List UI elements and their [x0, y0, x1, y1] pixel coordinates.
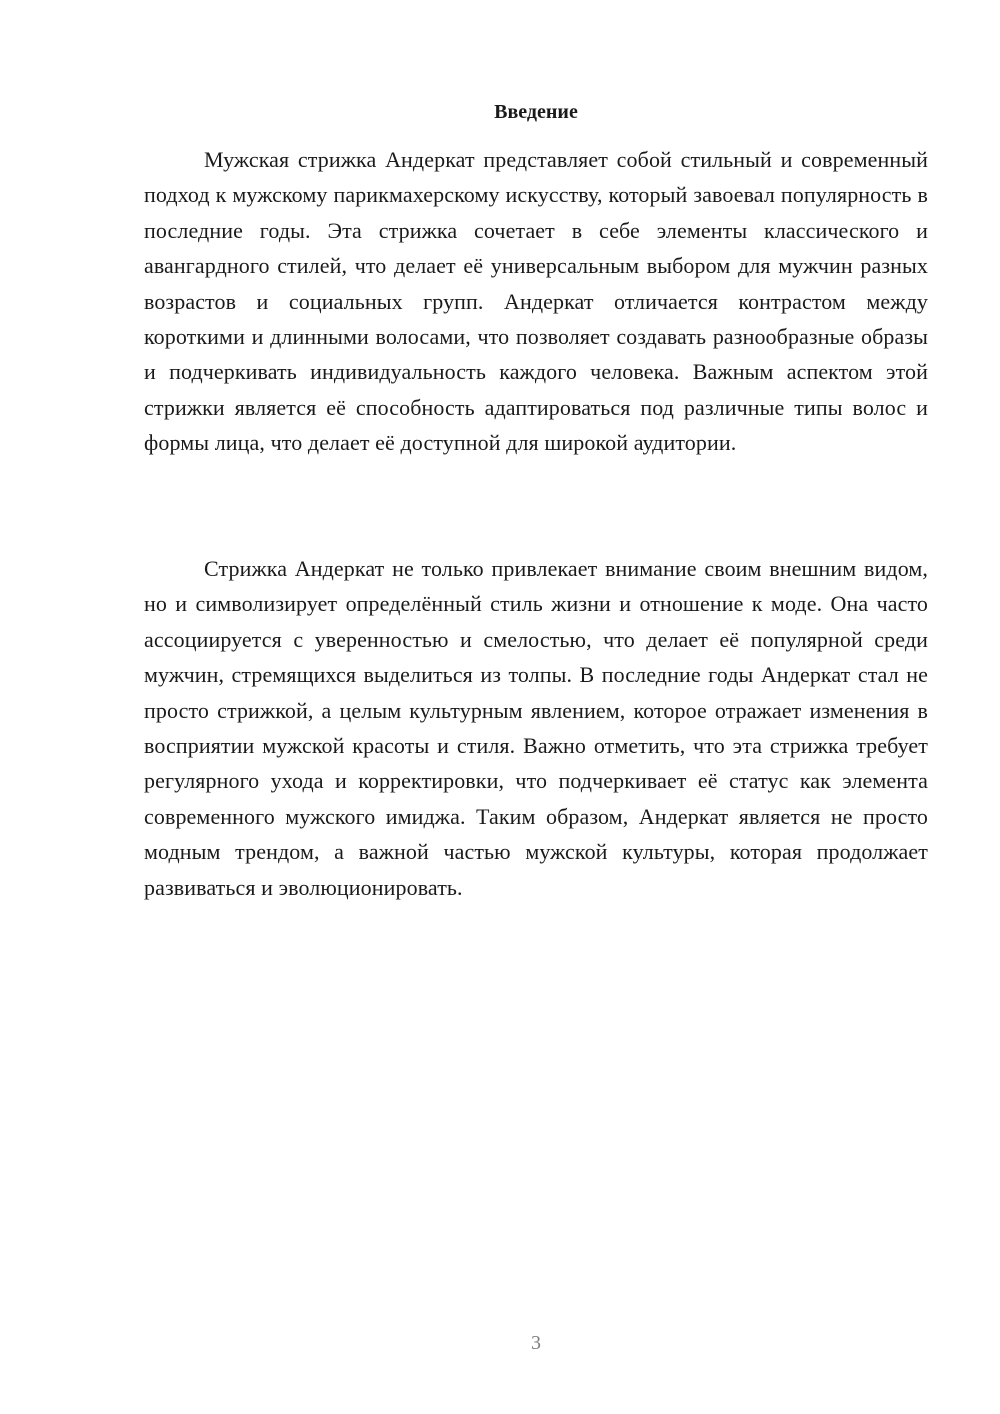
section-title: Введение — [494, 101, 578, 123]
page-number: 3 — [531, 1332, 541, 1354]
paragraph-intro: Мужская стрижка Андеркат представляет собой стильный и современный подход к мужскому парикмахерскому искусству, который завоевал популярность в последние годы. Эта стрижка сочетает в себе элементы классического и авангардного стилей, что делает её универсальным выбором для мужчин разных возрастов и социальных групп. Андеркат отличается контрастом между короткими и длинными волосами, что позволяет создавать разнообразные образы и подчеркивать индивидуальность каждого человека. Важным аспектом этой стрижки является её способность адаптироваться под различные типы волос и формы лица, что делает её доступной для широкой аудитории. — [144, 147, 928, 456]
paragraph-second: Стрижка Андеркат не только привлекает внимание своим внешним видом, но и символизирует определённый стиль жизни и отношение к моде. Она часто ассоциируется с уверенностью и смелостью, что делает её популярной среди мужчин, стремящихся выделиться из толпы. В последние годы Андеркат стал не просто стрижкой, а целым культурным явлением, которое отражает изменения в восприятии мужской красоты и стиля. Важно отметить, что эта стрижка требует регулярного ухода и корректировки, что подчеркивает её статус как элемента современного мужского имиджа. Таким образом, Андеркат является не просто модным трендом, а важной частью мужской культуры, которая продолжает развиваться и эволюционировать. — [144, 556, 928, 900]
